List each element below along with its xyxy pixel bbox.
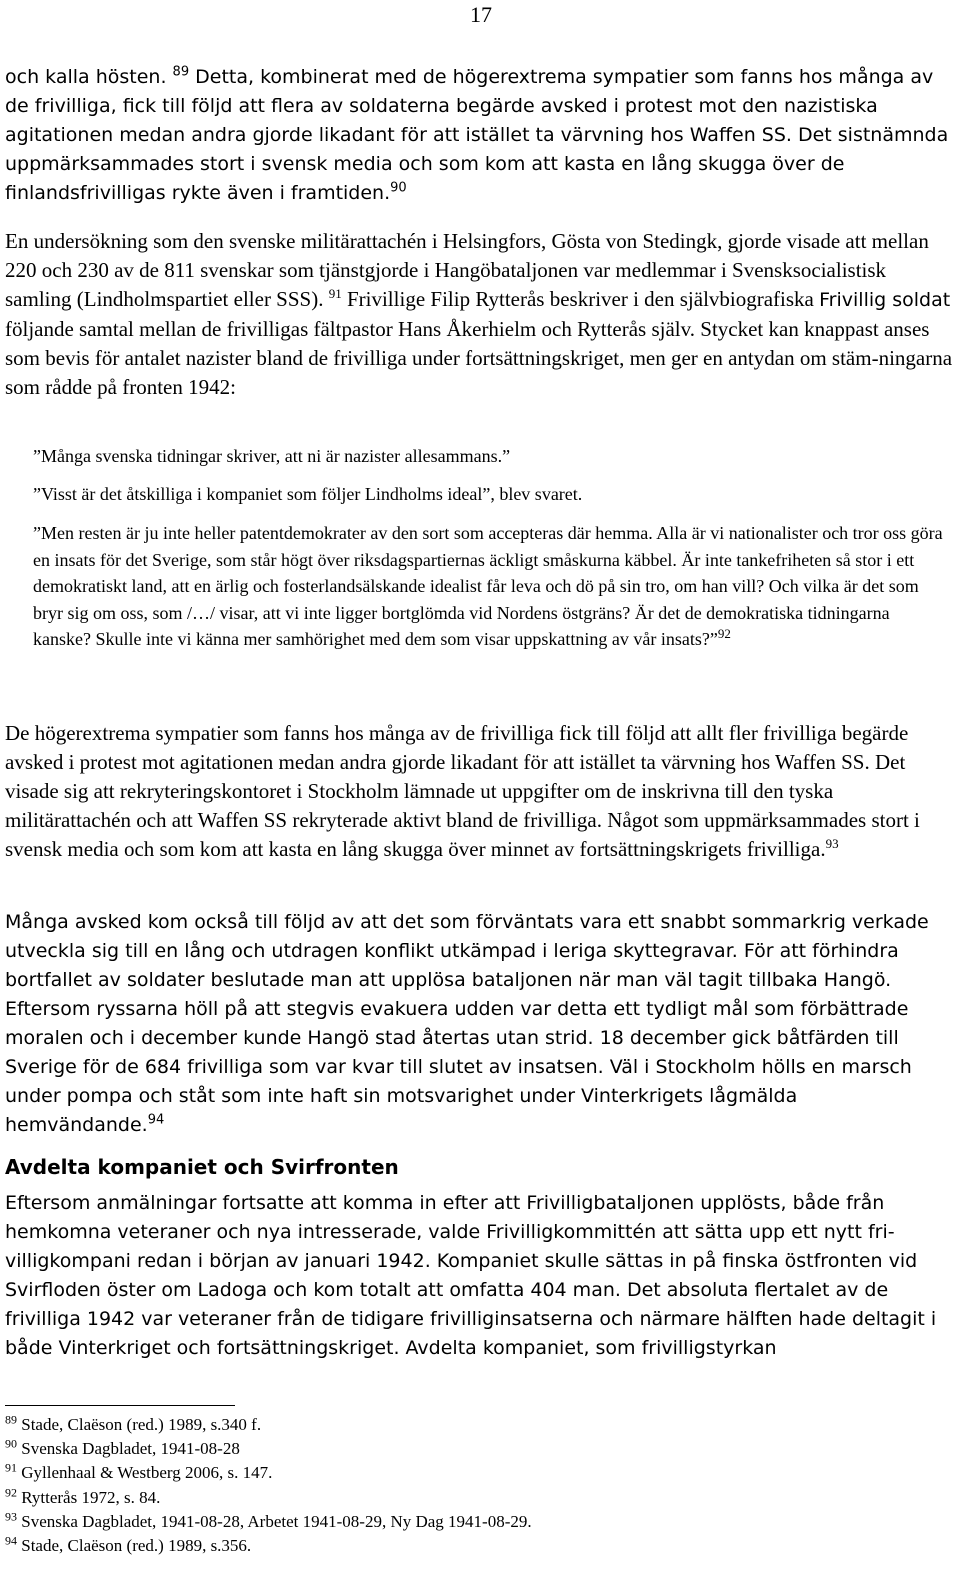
footnote-divider xyxy=(5,1405,235,1406)
paragraph-2 xyxy=(5,227,955,402)
page-number: 17 xyxy=(470,2,492,27)
section-heading: Avdelta kompaniet och Svirfronten xyxy=(5,1155,399,1179)
footnote-text: Rytterås 1972, s. 84. xyxy=(21,1487,161,1507)
paragraph-3 xyxy=(5,719,955,864)
footnote-ref-91: 91 xyxy=(328,286,342,301)
paragraph-1 xyxy=(5,63,955,208)
quote-3-text: ”Men resten är ju inte heller patentdemokrater av den sort som accepteras där hemma. Alla är vi nationalister och tror oss göra en insats för det Sverige, som står högt över riksdagspartiernas äckligt småskurna käbbel. Är inte tankefriheten så stor i ett demokratiskt land, att en ärlig och fosterlandsälskande idealist får leva och dö på sin tro, om han vill? Och vilka är det som bryr sig om oss, som /…/ visar, att vi inte ligger bortglömda vid Nordens östgräns? Är det de demokratiska tidningarna kanske? Skulle inte vi känna mer samhörighet med dem som visar uppskattning av vår insats?” xyxy=(33,523,943,649)
footnote-number: 93 xyxy=(5,1509,17,1524)
quote-3 xyxy=(33,520,948,653)
footnote-item xyxy=(5,1510,905,1534)
paragraph-5: Eftersom anmälningar fortsatte att komma in efter att Frivilligbataljonen upplösts, både från hemkomna veteraner och nya intresserade, valde Frivilligkommittén att sätta upp ett nytt fri-villigkompani redan i början av januari 1942. Kompaniet skulle sättas in på finska östfronten vid Svirfloden öster om Ladoga och kom totalt att omfatta 404 man. Det absoluta flertalet av de frivilliga 1942 var veteraner från de tidigare frivilliginsatserna och närmare hälften hade deltagit i både Vinterkriget och fortsättningskriget. Avdelta kompaniet, som frivilligstyrkan xyxy=(5,1192,937,1359)
paragraph-3-text: De högerextrema sympatier som fanns hos många av de frivilliga fick till följd att allt fler frivilliga begärde avsked i protest mot agitationen medan andra gjorde likadant för att istället ta värvning hos Waffen SS. Det visade sig att rekryteringskontoret i Stockholm lämnade ut uppgifter om de inskrivna till den tyska militärattachén och att Waffen SS rekryterade aktivt bland de frivilliga. Något som uppmärksammades stort i svensk media och som kom att kasta en lång skugga över minnet av fortsättningskrigets frivilliga. xyxy=(5,721,920,861)
paragraph-2-text-3: följande samtal mellan de frivilligas fältpastor Hans Åkerhielm och Rytterås själv. Stycket kan knappast anses som bevis för antalet nazister bland de frivilliga under fortsättningskriget, men ger en antydan om stäm-ningarna som rådde på fronten 1942: xyxy=(5,317,953,399)
quote-2: ”Visst är det åtskilliga i kompaniet som följer Lindholms ideal”, blev svaret. xyxy=(33,484,583,504)
footnote-ref-90: 90 xyxy=(390,180,407,196)
book-title: Frivillig soldat xyxy=(819,289,951,311)
footnote-ref-92: 92 xyxy=(717,626,731,641)
footnote-ref-89: 89 xyxy=(172,64,190,80)
footnote-number: 92 xyxy=(5,1484,17,1499)
paragraph-4 xyxy=(5,908,955,1140)
footnote-text: Stade, Claëson (red.) 1989, s.340 f. xyxy=(21,1415,262,1434)
footnote-ref-94: 94 xyxy=(147,1112,165,1128)
footnote-number: 91 xyxy=(5,1460,17,1475)
footnote-item xyxy=(5,1437,905,1461)
paragraph-1-lead: och kalla hösten. xyxy=(5,66,167,88)
quote-1: ”Många svenska tidningar skriver, att ni är nazister allesammans.” xyxy=(33,446,511,466)
footnote-text: Stade, Claëson (red.) 1989, s.356. xyxy=(21,1536,252,1556)
footnote-text: Gyllenhaal & Westberg 2006, s. 147. xyxy=(21,1463,273,1483)
footnote-ref-93: 93 xyxy=(825,836,839,851)
footnote-number: 94 xyxy=(5,1533,17,1548)
footnote-text: Svenska Dagbladet, 1941-08-28, Arbetet 1941-08-29, Ny Dag 1941-08-29. xyxy=(21,1511,532,1531)
paragraph-2-text-2: Frivillige Filip Rytterås beskriver i den självbiografiska xyxy=(346,287,814,311)
footnote-item xyxy=(5,1413,905,1437)
paragraph-1-text: Detta, kombinerat med de högerextrema sympatier som fanns hos många av de frivilliga, fick till följd att flera av soldaterna begärde avsked i protest mot den nazistiska agitationen medan andra gjorde likadant för att istället ta värvning hos Waffen SS. Det sistnämnda uppmärksammades stort i svensk media och som kom att kasta en lång skugga över de finlandsfrivilligas rykte även i framtiden. xyxy=(5,66,949,204)
paragraph-4-text: Många avsked kom också till följd av att det som förväntats vara ett snabbt sommarkrig verkade utveckla sig till en lång och utdragen konflikt utkämpad i leriga skyttegravar. För att förhindra bortfallet av soldater beslutade man att upplösa bataljonen när man väl tagit tillbaka Hangö. Eftersom ryssarna höll på att stegvis evakuera udden var detta ett tydligt mål som förbättrade moralen och i december kunde Hangö stad återtas utan strid. 18 december gick båtfärden till Sverige för de 684 frivilliga som var kvar till slutet av insatsen. Väl i Stockholm hölls en marsch under pompa och ståt som inte haft sin motsvarighet under Vinterkrigets lågmälda hemvändande. xyxy=(5,911,929,1136)
footnote-item xyxy=(5,1486,905,1510)
paragraph-2-text-1: En undersökning som den svenske militärattachén i Helsingfors, Gösta von Stedingk, gjorde visade att mellan 220 och 230 av de 811 svenskar som tjänstgjorde i Hangöbataljonen var medlemmar i Svensksocialistisk samling (Lindholmspartiet eller SSS). xyxy=(5,229,929,311)
footnote-text: Svenska Dagbladet, 1941-08-28 xyxy=(21,1439,240,1459)
footnote-list xyxy=(5,1413,905,1558)
footnote-number: 89 xyxy=(5,1412,17,1427)
footnote-item xyxy=(5,1534,905,1558)
footnote-item xyxy=(5,1461,905,1485)
footnote-number: 90 xyxy=(5,1436,17,1451)
